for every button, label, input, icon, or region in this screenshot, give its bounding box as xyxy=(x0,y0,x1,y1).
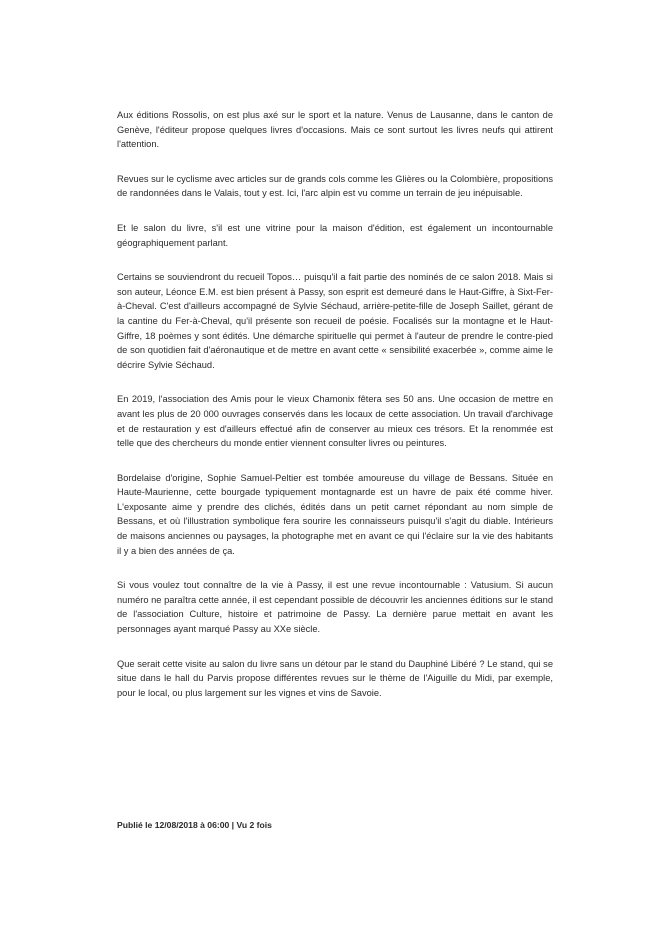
article-paragraph: Que serait cette visite au salon du livre sans un détour par le stand du Dauphiné Libéré ? Le stand, qui se situe dans le hall du Parvis propose différentes revues sur le thème de l'Aiguille du Midi, par exemple, pour le local, ou plus largement sur les vignes et vins de Savoie. xyxy=(117,658,553,698)
article-paragraph: Revues sur le cyclisme avec articles sur de grands cols comme les Glières ou la Colombière, propositions de randonnées dans le Valais, tout y est. Ici, l'arc alpin est vu comme un terrain de jeu inépuisable. xyxy=(117,173,553,199)
article-body xyxy=(117,108,553,720)
article-paragraph: Et le salon du livre, s'il est une vitrine pour la maison d'édition, est également un incontournable géographiquement parlant. xyxy=(117,222,553,248)
article-paragraph: Si vous voulez tout connaître de la vie à Passy, il est une revue incontournable : Vatusium. Si aucun numéro ne paraîtra cette année, il est cependant possible de découvrir les anciennes éditions sur le stand de l'association Culture, histoire et patrimoine de Passy. La dernière parue mettait en avant les personnages ayant marqué Passy au XXe siècle. xyxy=(117,580,553,635)
article-paragraph: Bordelaise d'origine, Sophie Samuel-Peltier est tombée amoureuse du village de Bessans. Située en Haute-Maurienne, cette bourgade typiquement montagnarde est un havre de paix été comme hiver. L'exposante aime y prendre des clichés, édités dans un petit carnet répondant au nom simple de Bessans, et où l'illustration symbolique fera sourire les connaisseurs puisqu'il s'agit du diable. Intérieurs de maisons anciennes ou paysages, la photographe met en avant ce qui l'éclaire sur la vie des habitants il y a bien des années de ça. xyxy=(117,472,553,556)
article-paragraph: Aux éditions Rossolis, on est plus axé sur le sport et la nature. Venus de Lausanne, dans le canton de Genève, l'éditeur propose quelques livres d'occasions. Mais ce sont surtout les livres neufs qui attirent l'attention. xyxy=(117,110,553,150)
article-paragraph: En 2019, l'association des Amis pour le vieux Chamonix fêtera ses 50 ans. Une occasion de mettre en avant les plus de 20 000 ouvrages conservés dans les locaux de cette association. Un travail d'archivage et de restauration y est d'ailleurs effectué afin de conserver au mieux ces trésors. Et la renommée est telle que des chercheurs du monde entier viennent consulter livres ou peintures. xyxy=(117,394,553,449)
publication-meta: Publié le 12/08/2018 à 06:00 | Vu 2 fois xyxy=(117,820,272,830)
article-paragraph: Certains se souviendront du recueil Topos… puisqu'il a fait partie des nominés de ce salon 2018. Mais si son auteur, Léonce E.M. est bien présent à Passy, son esprit est demeuré dans le Haut-Giffre, à Sixt-Fer-à-Cheval. C'est d'ailleurs accompagné de Sylvie Séchaud, arrière-petite-fille de Joseph Saillet, gérant de la cantine du Fer-à-Cheval, qu'il présente son recueil de poésie. Focalisés sur la montagne et le Haut-Giffre, 18 poèmes y sont édités. Une démarche spirituelle qui permet à l'auteur de prendre le contre-pied de son quotidien fait d'aéronautique et de mettre en avant cette « sensibilité exacerbée », comme aime le décrire Sylvie Séchaud. xyxy=(117,272,553,370)
